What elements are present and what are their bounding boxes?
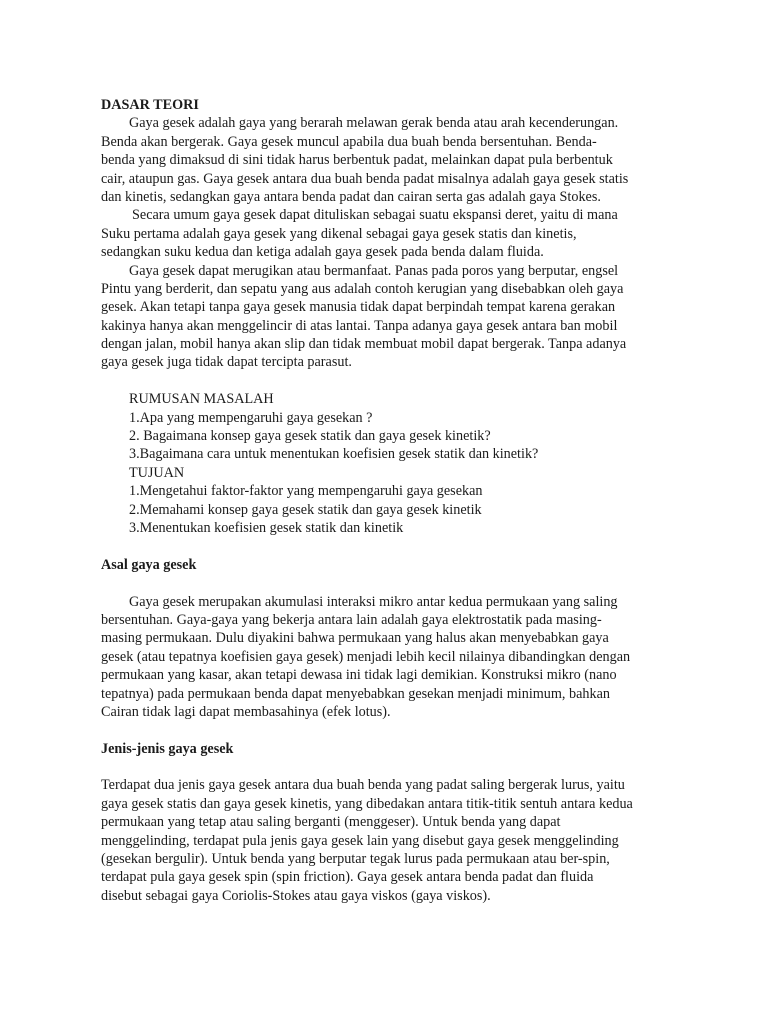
text-line: Benda akan bergerak. Gaya gesek muncul apabila dua buah benda bersentuhan. Benda- — [101, 133, 597, 150]
text-line: Suku pertama adalah gaya gesek yang dikenal sebagai gaya gesek statis dan kinetis, — [101, 225, 577, 242]
list-item: 3.Menentukan koefisien gesek statik dan kinetik — [129, 519, 404, 536]
text-line: bersentuhan. Gaya-gaya yang bekerja antara lain adalah gaya elektrostatik pada masing- — [101, 611, 602, 628]
text-line: benda yang dimaksud di sini tidak harus berbentuk padat, melainkan dapat pula berbentuk — [101, 152, 613, 169]
section-heading-rumusan-masalah: RUMUSAN MASALAH — [129, 391, 274, 408]
text-line: Pintu yang berderit, dan sepatu yang aus adalah contoh kerugian yang disebabkan oleh gaya — [101, 280, 624, 297]
paragraph-dasar-teori-3 — [101, 262, 675, 372]
text-line: tepatnya) pada permukaan benda dapat menyebabkan gesekan menjadi minimum, bahkan — [101, 685, 610, 702]
text-line: menggelinding, terdapat pula jenis gaya gesek lain yang disebut gaya gesek menggelinding — [101, 832, 619, 849]
section-heading-tujuan: TUJUAN — [129, 464, 185, 481]
tujuan-section — [101, 464, 675, 538]
text-line: cair, ataupun gas. Gaya gesek antara dua buah benda padat misalnya adalah gaya gesek statis — [101, 170, 629, 187]
rumusan-masalah-section — [101, 390, 675, 464]
text-line: Secara umum gaya gesek dapat dituliskan sebagai suatu ekspansi deret, yaitu di mana — [132, 207, 618, 224]
list-item: 3.Bagaimana cara untuk menentukan koefisien gesek statik dan kinetik? — [129, 446, 539, 463]
text-line: (gesekan bergulir). Untuk benda yang berputar tegak lurus pada permukaan atau ber-spin, — [101, 851, 610, 868]
list-item: 2.Memahami konsep gaya gesek statik dan gaya gesek kinetik — [129, 501, 482, 518]
text-line: gesek. Akan tetapi tanpa gaya gesek manusia tidak dapat berpindah tempat karena gerakan — [101, 299, 616, 316]
text-line: Cairan tidak lagi dapat membasahinya (efek lotus). — [101, 703, 391, 720]
section-heading-dasar-teori: DASAR TEORI — [101, 97, 199, 113]
text-line: permukaan yang tetap atau saling berganti (menggeser). Untuk benda yang dapat — [101, 814, 561, 831]
text-line: masing permukaan. Dulu diyakini bahwa permukaan yang halus akan menyebabkan gaya — [101, 630, 609, 647]
text-line: kakinya hanya akan menggelincir di atas lantai. Tanpa adanya gaya gesek antara ban mobil — [101, 317, 618, 334]
paragraph-asal-gaya-gesek — [101, 593, 675, 722]
document-page — [101, 96, 675, 905]
text-line: Gaya gesek merupakan akumulasi interaksi mikro antar kedua permukaan yang saling — [129, 593, 618, 610]
text-line: dengan jalan, mobil hanya akan slip dan tidak membuat mobil dapat bergerak. Tanpa adanya — [101, 336, 627, 353]
list-item: 1.Apa yang mempengaruhi gaya gesekan ? — [129, 409, 373, 426]
text-line: Terdapat dua jenis gaya gesek antara dua buah benda yang padat saling bergerak lurus, yaitu — [101, 777, 625, 794]
text-line: sedangkan suku kedua dan ketiga adalah gaya gesek pada benda dalam fluida. — [101, 244, 544, 261]
paragraph-jenis-gaya-gesek — [101, 776, 675, 905]
text-line: disebut sebagai gaya Coriolis-Stokes atau gaya viskos (gaya viskos). — [101, 887, 491, 904]
section-heading-asal-gaya-gesek: Asal gaya gesek — [101, 556, 197, 573]
text-line: permukaan yang kasar, akan tetapi dewasa ini tidak lagi demikian. Konstruksi mikro (nano — [101, 667, 617, 684]
paragraph-dasar-teori-2 — [101, 206, 675, 261]
list-item: 1.Mengetahui faktor-faktor yang mempengaruhi gaya gesekan — [129, 483, 483, 500]
paragraph-dasar-teori-1 — [101, 114, 675, 206]
section-heading-jenis-gaya-gesek: Jenis-jenis gaya gesek — [101, 740, 234, 757]
list-item: 2. Bagaimana konsep gaya gesek statik dan gaya gesek kinetik? — [129, 428, 491, 445]
text-line: gesek (atau tepatnya koefisien gaya gesek) menjadi lebih kecil nilainya dibandingkan dengan — [101, 648, 631, 665]
text-line: Gaya gesek adalah gaya yang berarah melawan gerak benda atau arah kecenderungan. — [129, 115, 619, 132]
text-line: Gaya gesek dapat merugikan atau bermanfaat. Panas pada poros yang berputar, engsel — [129, 262, 619, 279]
text-line: gaya gesek juga tidak dapat tercipta parasut. — [101, 354, 352, 371]
text-line: terdapat pula gaya gesek spin (spin friction). Gaya gesek antara benda padat dan fluida — [101, 869, 594, 886]
text-line: dan kinetis, sedangkan gaya antara benda padat dan cairan serta gas adalah gaya Stokes. — [101, 188, 601, 205]
text-line: gaya gesek statis dan gaya gesek kinetis, yang dibedakan antara titik-titik sentuh antara kedua — [101, 795, 633, 812]
